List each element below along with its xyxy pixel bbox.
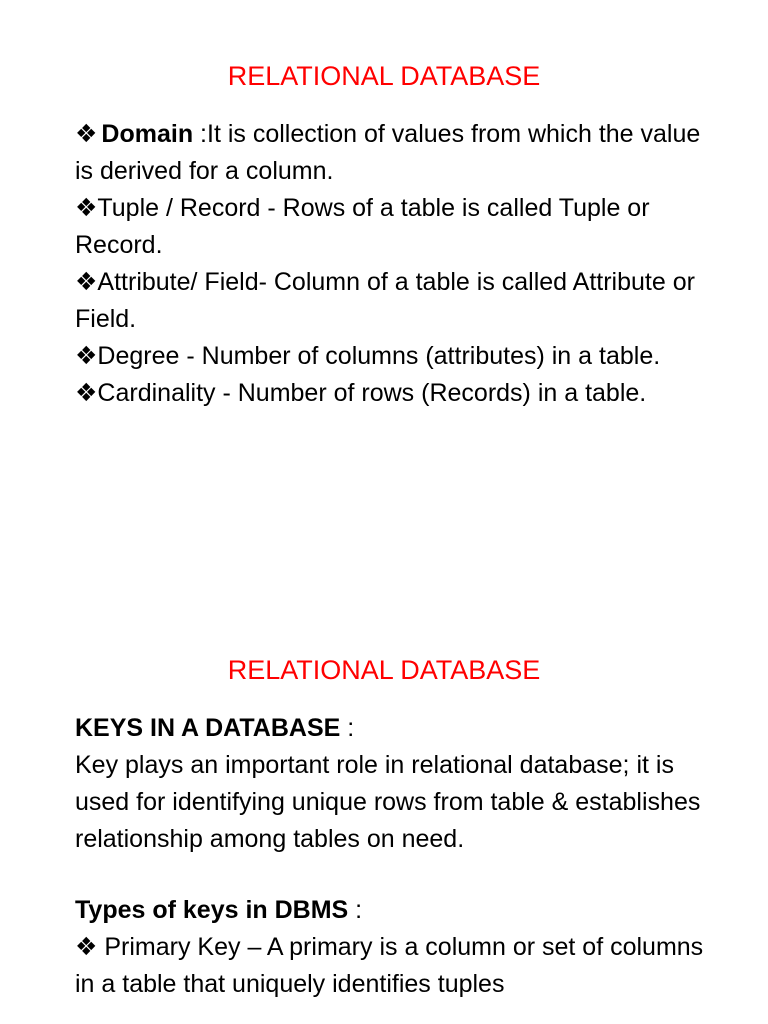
diamond-bullet-icon: ❖ <box>75 268 98 296</box>
bullet-tuple <box>75 190 705 264</box>
diamond-bullet-icon: ❖ <box>75 379 98 407</box>
slide-1-title: RELATIONAL DATABASE <box>227 61 541 91</box>
bullet-text: Tuple / Record - Rows of a table is called Tuple or Record. <box>75 194 650 259</box>
keys-heading-suffix: : <box>340 714 355 742</box>
types-heading-label: Types of keys in DBMS <box>75 896 349 924</box>
bullet-cardinality <box>75 375 705 412</box>
diamond-bullet-icon: ❖ <box>75 933 98 961</box>
diamond-bullet-icon: ❖ <box>75 120 98 148</box>
paragraph-gap <box>75 858 705 892</box>
bullet-text: :It is collection of values from which the value is derived for a column. <box>75 120 701 185</box>
diamond-bullet-icon: ❖ <box>75 342 98 370</box>
bullet-text: Attribute/ Field- Column of a table is called Attribute or Field. <box>75 268 695 333</box>
keys-description: Key plays an important role in relational database; it is used for identifying unique rows from table & establishes relationship among tables on need. <box>75 751 701 853</box>
bullet-text: Degree - Number of columns (attributes) in a table. <box>97 342 661 370</box>
bullet-term: Domain <box>101 120 194 148</box>
diamond-bullet-icon: ❖ <box>75 194 98 222</box>
keys-heading-label: KEYS IN A DATABASE <box>75 714 341 742</box>
types-heading <box>75 892 705 929</box>
types-heading-suffix: : <box>348 896 363 924</box>
bullet-text: Cardinality - Number of rows (Records) in a table. <box>97 379 647 407</box>
bullet-domain <box>75 116 705 190</box>
bullet-primary-key <box>75 929 705 1003</box>
keys-heading <box>75 710 705 747</box>
slide-2-title: RELATIONAL DATABASE <box>227 655 541 685</box>
slide-2-body <box>75 710 705 1003</box>
bullet-degree <box>75 338 705 375</box>
bullet-text: Primary Key – A primary is a column or set of columns in a table that uniquely identifies tuples <box>75 933 704 998</box>
slide-2 <box>0 600 768 1024</box>
bullet-attribute <box>75 264 705 338</box>
slide-1-body <box>75 116 705 412</box>
